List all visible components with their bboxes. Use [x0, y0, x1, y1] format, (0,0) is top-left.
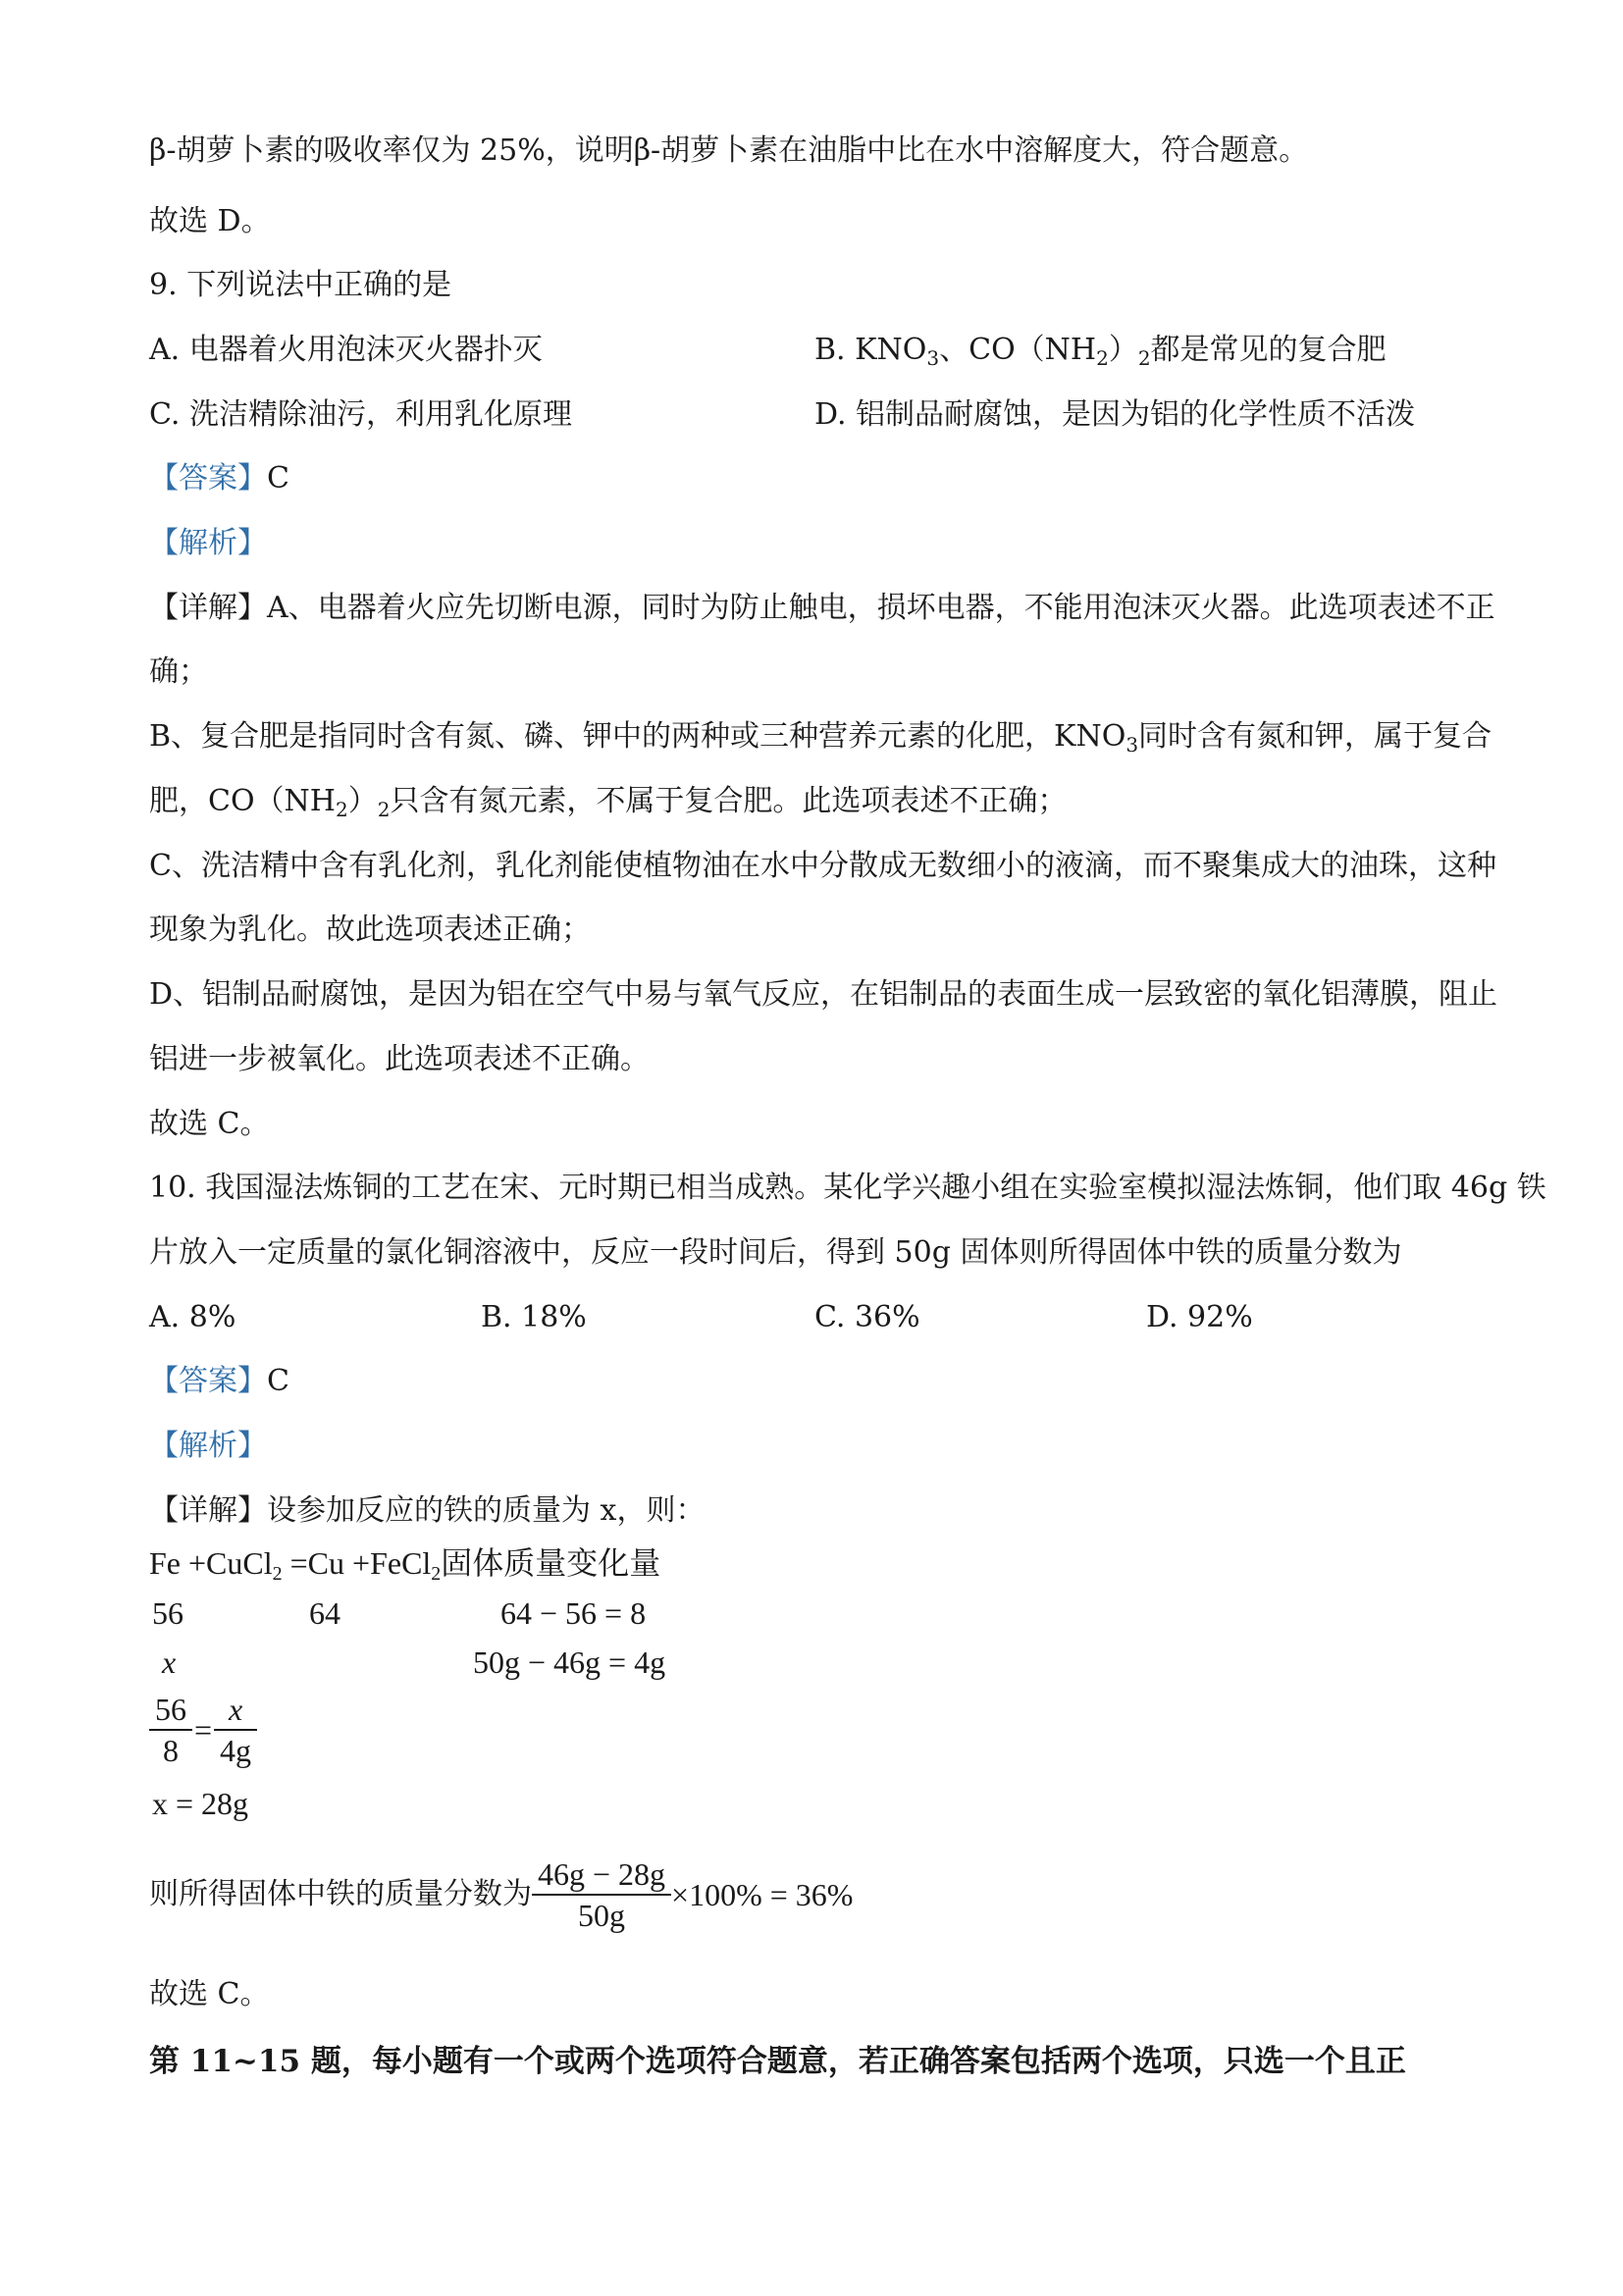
- q10-analysis-label: 【解析】: [149, 1429, 267, 1463]
- q9-detail-c1: C、洗洁精中含有乳化剂，乳化剂能使植物油在水中分散成无数细小的液滴，而不聚集成大的油珠，这种: [149, 849, 1496, 883]
- q9-detail-d1: D、铝制品耐腐蚀，是因为铝在空气中易与氧气反应，在铝制品的表面生成一层致密的氧化铝薄膜，阻止: [149, 977, 1498, 1012]
- q10-answer: 【答案】C: [149, 1364, 289, 1398]
- result-x: x = 28g: [152, 1786, 249, 1821]
- q10-option-c: C. 36%: [814, 1300, 920, 1334]
- q9-detail-b1: B、复合肥是指同时含有氮、磷、钾中的两种或三种营养元素的化肥，$KNO_3$同时含有氮和钾，属于复合: [149, 719, 1492, 757]
- q9-detail-a1: 【详解】A、电器着火应先切断电源，同时为防止触电，损坏电器，不能用泡沫灭火器。此选项表述不正: [149, 591, 1495, 625]
- q9-option-a: A. 电器着火用泡沫灭火器扑灭: [149, 333, 543, 367]
- q9-answer: 【答案】C: [149, 461, 289, 496]
- unknown-x: x: [162, 1644, 177, 1680]
- q10-option-a: A. 8%: [149, 1300, 236, 1334]
- reaction-equation: Fe +CuCl$_2$ =Cu +FeCl$_2$固体质量变化量: [149, 1545, 661, 1585]
- q9-conclusion: 故选 C。: [149, 1107, 270, 1141]
- q9-option-c: C. 洗洁精除油污，利用乳化原理: [149, 397, 572, 432]
- q9-detail-c2: 现象为乳化。故此选项表述正确；: [149, 913, 591, 947]
- mass-difference: 64 − 56 = 8: [500, 1595, 647, 1631]
- answer-label: 【答案】: [149, 1364, 267, 1398]
- q9-detail-b2: 肥，$CO(NH_2)_2$只含有氮元素，不属于复合肥。此选项表述不正确；: [149, 784, 1068, 821]
- intro-conclusion: 故选 D。: [149, 204, 271, 238]
- proportion: $\frac{56}{8}$ = $\frac{x}{4g}$: [149, 1690, 257, 1770]
- answer-label: 【答案】: [149, 461, 267, 496]
- q10-stem-line2: 片放入一定质量的氯化铜溶液中，反应一段时间后，得到 50g 固体则所得固体中铁的质量分数为: [149, 1235, 1402, 1270]
- q10-detail-intro: 【详解】设参加反应的铁的质量为 x，则：: [149, 1493, 706, 1528]
- actual-difference: 50g − 46g = 4g: [473, 1644, 666, 1680]
- q9-analysis-label: 【解析】: [149, 526, 267, 560]
- mass-fraction: $\frac{46g - 28g}{50g}$: [532, 1854, 671, 1935]
- intro-line: β-胡萝卜素的吸收率仅为 25%，说明β-胡萝卜素在油脂中比在水中溶解度大，符合题意。: [149, 133, 1309, 168]
- q9-detail-a2: 确；: [149, 654, 208, 689]
- q10-conclusion: 故选 C。: [149, 1977, 270, 2011]
- q10-stem-line1: 10. 我国湿法炼铜的工艺在宋、元时期已相当成熟。某化学兴趣小组在实验室模拟湿法炼铜，他们取 46g 铁: [149, 1171, 1546, 1205]
- q10-option-b: B. 18%: [481, 1300, 587, 1334]
- q9-option-d: D. 铝制品耐腐蚀，是因为铝的化学性质不活泼: [814, 397, 1416, 432]
- mass-cu: 64: [309, 1595, 340, 1631]
- q10-option-d: D. 92%: [1146, 1300, 1253, 1334]
- mass-fraction-line: 则所得固体中铁的质量分数为 $\frac{46g - 28g}{50g}$ ×100% = 36%: [149, 1856, 854, 1933]
- q9-stem: 9. 下列说法中正确的是: [149, 268, 452, 302]
- section-header: 第 11~15 题，每小题有一个或两个选项符合题意，若正确答案包括两个选项，只选一个且正: [149, 2044, 1406, 2079]
- proportion-right-fraction: $\frac{x}{4g}$: [214, 1690, 257, 1770]
- q9-option-b: B. $KNO_3$、$CO(NH_2)_2$都是常见的复合肥: [814, 333, 1387, 370]
- mass-fe: 56: [152, 1595, 183, 1631]
- q9-detail-d2: 铝进一步被氧化。此选项表述不正确。: [149, 1042, 650, 1076]
- proportion-left-fraction: $\frac{56}{8}$: [149, 1690, 192, 1770]
